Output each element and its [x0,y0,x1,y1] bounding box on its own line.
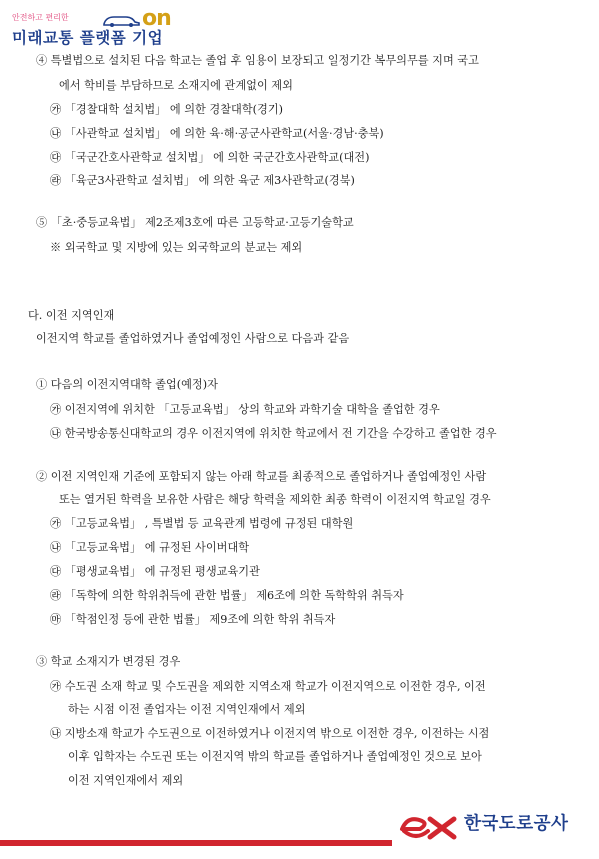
list-item: ② 이전 지역인재 기준에 포함되지 않는 아래 학교를 최종적으로 졸업하거나 졸업예정인 사람 [36,470,487,483]
ex-logo-icon [398,809,462,843]
list-item: ㉲ 「학점인정 등에 관한 법률」 제9조에 의한 학위 취득자 [50,613,336,626]
text-line: ④ 특별법으로 설치된 다음 학교는 졸업 후 임용이 보장되고 일정기간 복무의무를 지며 국고 [36,54,479,67]
footer-red-bar [0,840,392,846]
list-item: ㉰ 「평생교육법」 에 규정된 평생교육기관 [50,565,260,578]
list-item: ㉯ 한국방송통신대학교의 경우 이전지역에 위치한 학교에서 전 기간을 수강하고 졸업한 경우 [50,427,497,440]
logo-tagline: 안전하고 편리한 [12,13,69,22]
text-line: 이전 지역인재에서 제외 [68,774,184,787]
text-line: 하는 시점 이전 졸업자는 이전 지역인재에서 제외 [68,703,306,716]
list-item: ㉰ 「국군간호사관학교 설치법」 에 의한 국군간호사관학교(대전) [50,151,370,164]
logo-on: on [142,6,171,31]
list-item: ㉮ 수도권 소재 학교 및 수도권을 제외한 지역소재 학교가 이전지역으로 이전한 경우, 이전 [50,680,486,693]
list-item: ㉮ 「고등교육법」 , 특별법 등 교육관계 법령에 규정된 대학원 [50,517,354,530]
list-item: ㉯ 지방소재 학교가 수도권으로 이전하였거나 이전지역 밖으로 이전한 경우, 이전하는 시점 [50,727,490,740]
list-item: ㉱ 「육군3사관학교 설치법」 에 의한 육군 제3사관학교(경북) [50,174,355,187]
list-item: ㉮ 이전지역에 위치한 「고등교육법」 상의 학교와 과학기술 대학을 졸업한 경우 [50,403,440,416]
text-line: ⑤ 「초·중등교육법」 제2조제3호에 따른 고등학교·고등기술학교 [36,216,354,229]
text-line: 에서 학비를 부담하므로 소재지에 관계없이 제외 [59,79,293,92]
text-line: 또는 열거된 학력을 보유한 사람은 해당 학력을 제외한 최종 학력이 이전지역 학교일 경우 [59,493,491,506]
list-item: ㉯ 「사관학교 설치법」 에 의한 육·해·공군사관학교(서울·경남·충북) [50,127,384,140]
car-icon [102,12,142,28]
header-logo [10,6,190,50]
list-item: ㉮ 「경찰대학 설치법」 에 의한 경찰대학(경기) [50,103,283,116]
list-item: ① 다음의 이전지역대학 졸업(예정)자 [36,378,218,391]
text-line: 이전지역 학교를 졸업하였거나 졸업예정인 사람으로 다음과 같음 [36,332,350,345]
note-line: ※ 외국학교 및 지방에 있는 외국학교의 분교는 제외 [50,241,303,254]
logo-title: 미래교통 플랫폼 기업 [12,29,164,47]
list-item: ㉱ 「독학에 의한 학위취득에 관한 법률」 제6조에 의한 독학학위 취득자 [50,589,404,602]
text-line: 이후 입학자는 수도권 또는 이전지역 밖의 학교를 졸업하거나 졸업예정인 것으로 보아 [68,750,482,763]
company-name: 한국도로공사 [464,814,569,834]
footer-logo [398,809,593,849]
list-item: ㉯ 「고등교육법」 에 규정된 사이버대학 [50,541,250,554]
section-heading: 다. 이전 지역인재 [28,309,115,322]
list-item: ③ 학교 소재지가 변경된 경우 [36,655,181,668]
